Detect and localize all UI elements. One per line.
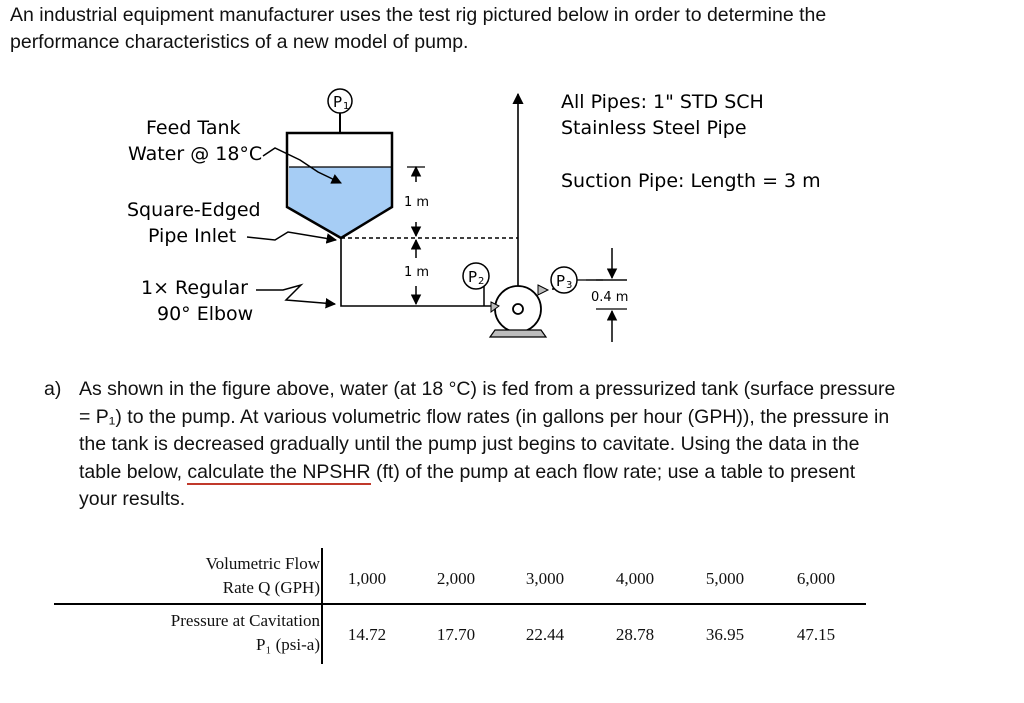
gauge-p2 [463,263,489,289]
elbow-label-1: 1× Regular [141,277,248,299]
dimension-0-4m [591,248,628,342]
inlet-label-1: Square-Edged [127,199,261,221]
dimension-lower-1m [404,240,429,304]
flow-cell: 2,000 [436,569,476,588]
water-label: Water @ 18°C [128,143,263,165]
question-label: a) [44,378,62,400]
intro-line-2: performance characteristics of a new model of pump. [10,31,469,53]
pipes-note-1: All Pipes: 1" STD SCH [561,91,764,113]
pressure-cell: 22.44 [525,625,565,644]
pressure-cell: 36.95 [705,625,745,644]
pressure-cell: 28.78 [615,625,655,644]
flow-cell: 3,000 [525,569,565,588]
svg-text:P: P [468,268,478,286]
intro-paragraph [10,2,1010,56]
flow-header-line-1: Volumetric Flow [205,554,320,573]
flow-cell: 5,000 [705,569,745,588]
pressure-row-header [171,609,320,657]
question-line-5: your results. [79,488,186,510]
dimension-upper-1m [404,167,429,236]
svg-text:1: 1 [343,101,350,112]
flow-cell: 6,000 [796,569,836,588]
pressure-header-line-2: P₁ (psi-a) [256,635,320,654]
gauge-p1 [328,89,352,113]
pressure-header-line-1: Pressure at Cavitation [170,611,320,630]
flow-cell: 1,000 [347,569,387,588]
suction-note: Suction Pipe: Length = 3 m [561,170,821,192]
pipes-note-2: Stainless Steel Pipe [561,117,747,139]
flow-header-line-2: Rate Q (GPH) [222,578,320,597]
svg-text:1 m: 1 m [404,265,430,280]
svg-text:1 m: 1 m [404,195,430,210]
test-rig-diagram [0,80,1024,370]
flow-row-header [206,552,320,600]
question-line-3: the tank is decreased gradually until the pump just begins to cavitate. Using the data in the [79,433,860,455]
flow-cell: 4,000 [615,569,655,588]
table-vertical-rule [321,548,323,664]
svg-text:P: P [556,272,566,290]
gauge-p3 [551,267,577,293]
question-underlined-task: calculate the NPSHR [187,460,371,483]
inlet-label-2: Pipe Inlet [148,225,237,247]
pressure-cell: 47.15 [796,625,836,644]
table-horizontal-rule [54,603,866,605]
intro-line-1: An industrial equipment manufacturer uses the test rig pictured below in order to determine the [10,4,827,26]
feed-tank-label: Feed Tank [146,117,241,139]
svg-text:P: P [333,93,343,111]
question-a [44,376,984,514]
question-line-4-pre: table below, [79,460,188,483]
elbow-label-2: 90° Elbow [157,303,254,325]
pressure-cell: 17.70 [436,625,476,644]
cavitation-data-table [54,546,868,666]
pump [490,285,548,337]
svg-text:0.4 m: 0.4 m [591,290,629,305]
svg-text:2: 2 [478,276,485,287]
svg-text:3: 3 [566,280,573,291]
question-line-4-post: (ft) of the pump at each flow rate; use a table to present [370,460,856,483]
tank-water [289,167,392,238]
pressure-cell: 14.72 [347,625,387,644]
question-line-1: As shown in the figure above, water (at 18 °C) is fed from a pressurized tank (surface pressure [79,378,896,400]
question-line-2: = P₁) to the pump. At various volumetric flow rates (in gallons per hour (GPH)), the pressure in [79,405,890,428]
